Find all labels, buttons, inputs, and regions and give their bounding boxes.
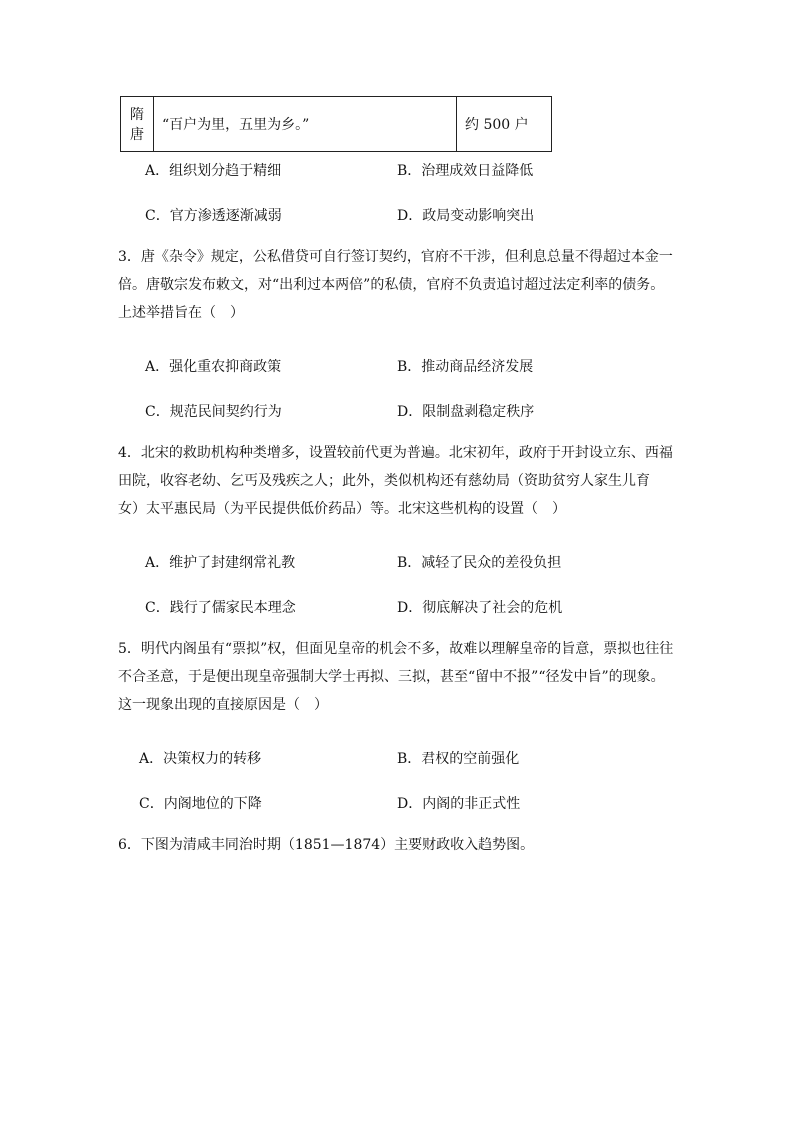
question-5: [118, 635, 678, 719]
question-3-line: 3．唐《杂令》规定，公私借贷可自行签订契约，官府不干涉，但利息总量不得超过本金一: [118, 249, 673, 265]
question-5-line: 5．明代内阁虽有“票拟”权，但面见皇帝的机会不多，故难以理解皇帝的旨意，票拟也往往: [118, 641, 674, 657]
q3-option-a[interactable]: A．强化重农抑商政策: [145, 359, 282, 375]
q4-option-d[interactable]: D．彻底解决了社会的危机: [397, 600, 563, 616]
q3-option-c[interactable]: C．规范民间契约行为: [145, 404, 282, 420]
quote-cell: “百户为里，五里为乡。”: [154, 97, 457, 152]
question-3-line: 上述举措旨在（ ）: [118, 305, 244, 321]
question-6-line: 6．下图为清咸丰同治时期（1851—1874）主要财政收入趋势图。: [118, 837, 535, 853]
household-table: [120, 96, 552, 152]
table-row: [121, 97, 552, 152]
q4-option-c[interactable]: C．践行了儒家民本理念: [145, 600, 296, 616]
q4-option-a[interactable]: A．维护了封建纲常礼教: [145, 555, 296, 571]
question-4-line: 女）太平惠民局（为平民提供低价药品）等。北宋这些机构的设置（ ）: [118, 501, 566, 517]
q2-option-a[interactable]: A．组织划分趋于精细: [145, 163, 282, 179]
question-5-line: 不合圣意，于是便出现皇帝强制大学士再拟、三拟，甚至“留中不报”“径发中旨”的现象。: [118, 669, 665, 685]
q3-option-b[interactable]: B．推动商品经济发展: [397, 359, 534, 375]
dynasty-cell: 隋唐: [121, 97, 154, 152]
q2-option-b[interactable]: B．治理成效日益降低: [397, 163, 534, 179]
q5-option-c[interactable]: C．内阁地位的下降: [139, 796, 262, 812]
household-count-cell: 约 500 户: [457, 97, 552, 152]
q2-option-d[interactable]: D．政局变动影响突出: [397, 208, 535, 224]
question-3: [118, 243, 678, 327]
question-4-line: 4．北宋的救助机构种类增多，设置较前代更为普遍。北宋初年，政府于开封设立东、西福: [118, 445, 673, 461]
question-3-line: 倍。唐敬宗发布敕文，对“出利过本两倍”的私债，官府不负责追讨超过法定利率的债务。: [118, 277, 665, 293]
question-4-line: 田院，收容老幼、乞丐及残疾之人；此外，类似机构还有慈幼局（资助贫穷人家生儿育: [118, 473, 650, 489]
question-5-line: 这一现象出现的直接原因是（ ）: [118, 697, 328, 713]
q2-option-c[interactable]: C．官方渗透逐渐减弱: [145, 208, 282, 224]
q5-option-d[interactable]: D．内阁的非正式性: [397, 796, 521, 812]
q5-option-b[interactable]: B．君权的空前强化: [397, 751, 520, 767]
q4-option-b[interactable]: B．减轻了民众的差役负担: [397, 555, 562, 571]
question-4: [118, 439, 678, 523]
q3-option-d[interactable]: D．限制盘剥稳定秩序: [397, 404, 535, 420]
question-6: [118, 831, 678, 859]
q5-option-a[interactable]: A．决策权力的转移: [139, 751, 262, 767]
